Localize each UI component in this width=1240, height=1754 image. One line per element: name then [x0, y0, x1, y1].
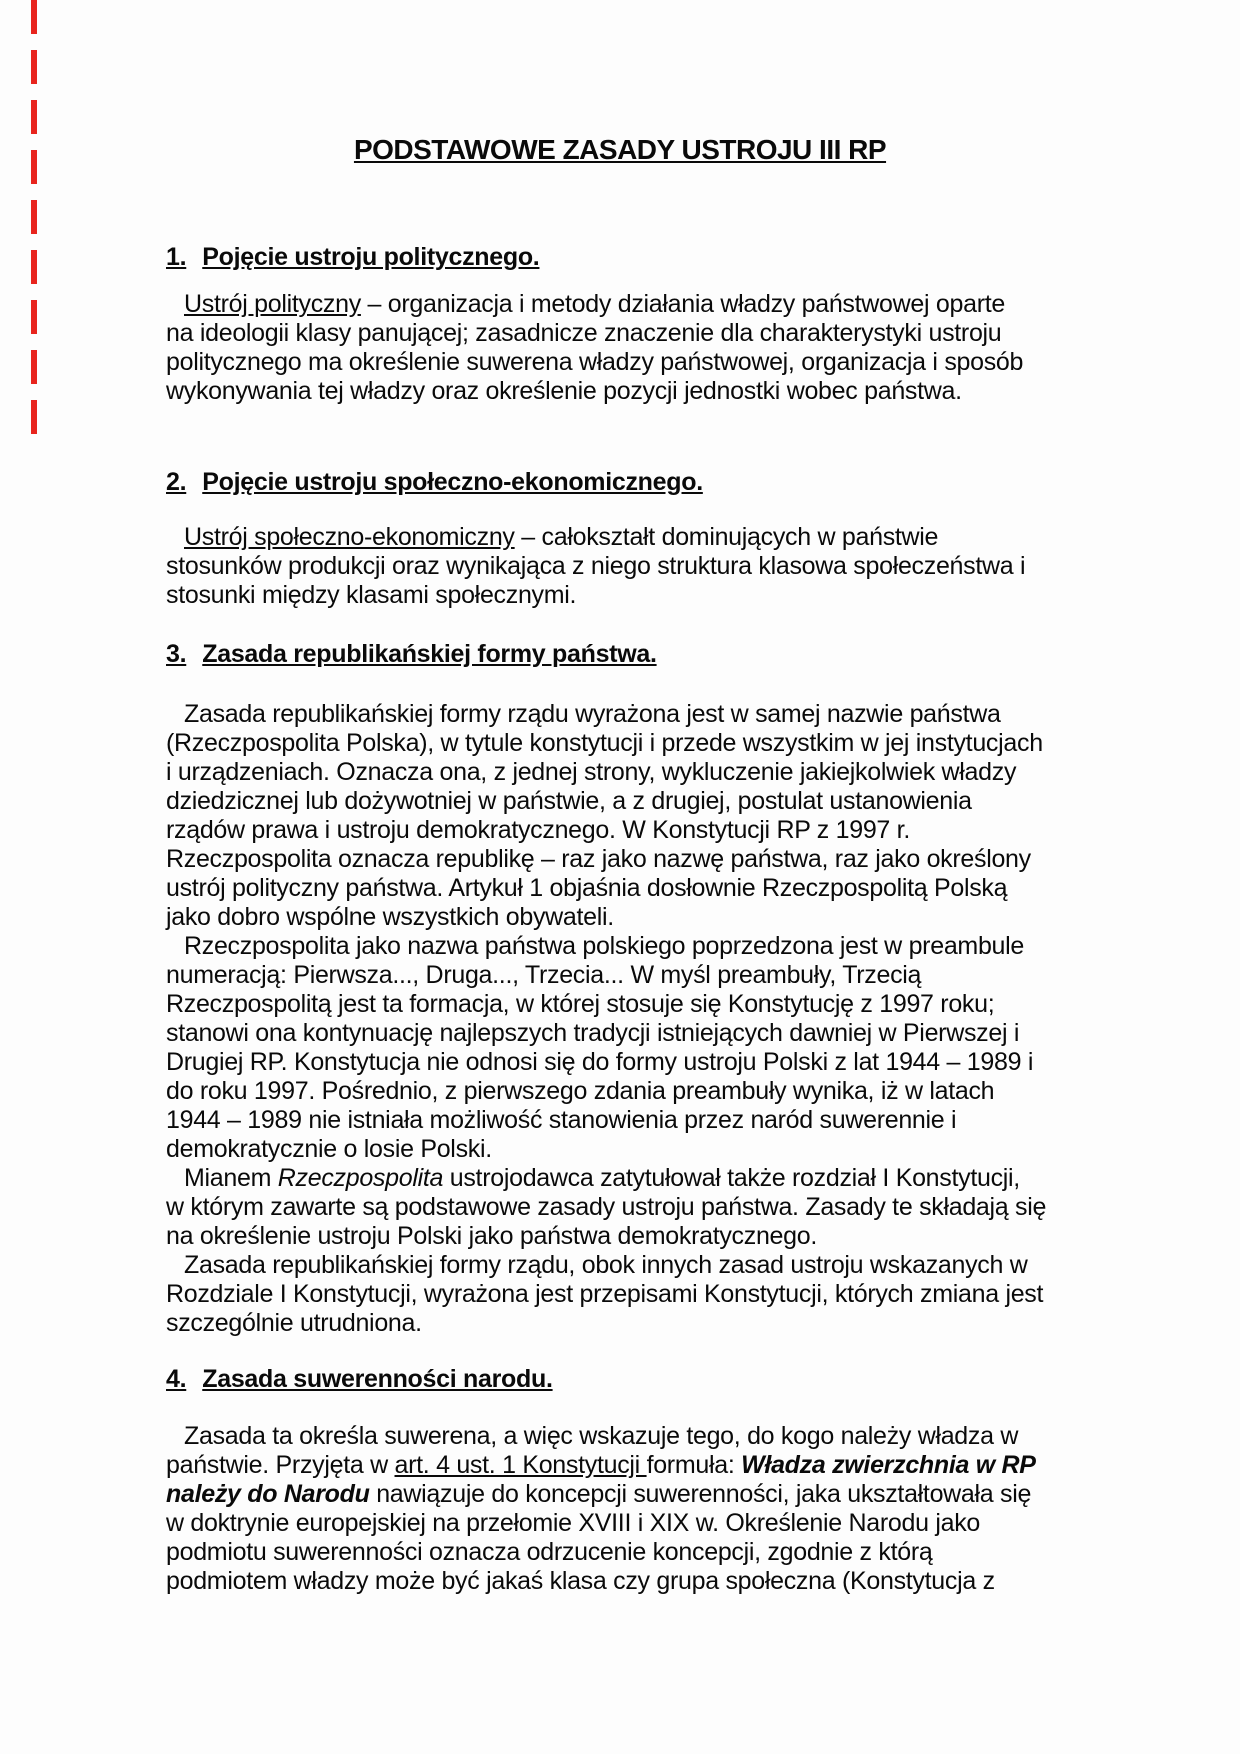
text-run: formuła: — [646, 1451, 742, 1479]
text-run-underline: Ustrój społeczno-ekonomiczny — [184, 523, 515, 551]
text-run: w którym zawarte są podstawowe zasady ustroju państwa. Zasady te składają się — [166, 1193, 1047, 1221]
text-line — [166, 1135, 1076, 1164]
text-run: podmiotu suwerenności oznacza odrzucenie koncepcji, zgodnie z którą — [166, 1538, 933, 1566]
section-title: Zasada republikańskiej formy państwa. — [202, 640, 657, 668]
text-run-bold-italic: Władza zwierzchnia w RP — [741, 1451, 1036, 1479]
section-title: Pojęcie ustroju politycznego. — [202, 243, 540, 271]
text-line — [166, 1422, 1076, 1451]
text-line — [166, 1509, 1076, 1538]
document-title: PODSTAWOWE ZASADY USTROJU III RP — [353, 134, 887, 165]
text-run: stosunków produkcji oraz wynikająca z niego struktura klasowa społeczeństwa i — [166, 552, 1026, 580]
paragraph — [166, 932, 1076, 1164]
text-line — [166, 729, 1076, 758]
text-run: wykonywania tej władzy oraz określenie pozycji jednostki wobec państwa. — [166, 377, 962, 405]
text-line — [166, 845, 1076, 874]
text-line — [166, 990, 1076, 1019]
section-heading — [166, 1365, 1076, 1394]
text-run: dziedzicznej lub dożywotniej w państwie, a z drugiej, postulat ustanowienia — [166, 787, 972, 815]
text-run: (Rzeczpospolita Polska), w tytule konstytucji i przede wszystkim w jej instytucjach — [166, 729, 1043, 757]
text-run-bold-italic: należy do Narodu — [166, 1480, 370, 1508]
section-heading — [166, 468, 1076, 497]
section-heading — [166, 243, 1076, 272]
text-line — [166, 1048, 1076, 1077]
text-run: ustrojodawca zatytułował także rozdział I Konstytucji, — [443, 1164, 1020, 1192]
text-run: politycznego ma określenie suwerena władzy państwowej, organizacja i sposób — [166, 348, 1024, 376]
section-heading — [166, 640, 1076, 669]
text-line — [166, 874, 1076, 903]
text-line — [166, 552, 1076, 581]
text-run: Rzeczpospolita oznacza republikę – raz jako nazwę państwa, raz jako określony — [166, 845, 1031, 873]
text-run: Rzeczpospolita jako nazwa państwa polskiego poprzedzona jest w preambule — [184, 932, 1025, 960]
text-run: Zasada republikańskiej formy rządu, obok innych zasad ustroju wskazanych w — [184, 1251, 1028, 1279]
text-line — [166, 1309, 1076, 1338]
text-run: podmiotem władzy może być jakaś klasa czy grupa społeczna (Konstytucja z — [166, 1567, 995, 1595]
text-line — [166, 1538, 1076, 1567]
text-run: 1944 – 1989 nie istniała możliwość stanowienia przez naród suwerennie i — [166, 1106, 957, 1134]
text-run: Zasada ta określa suwerena, a więc wskazuje tego, do kogo należy władza w — [184, 1422, 1019, 1450]
document-body — [166, 243, 1076, 1596]
text-line — [166, 1077, 1076, 1106]
text-run: do roku 1997. Pośrednio, z pierwszego zdania preambuły wynika, iż w latach — [166, 1077, 995, 1105]
section-number: 4. — [166, 1365, 187, 1393]
text-run: Zasada republikańskiej formy rządu wyrażona jest w samej nazwie państwa — [184, 700, 1001, 728]
section-title: Pojęcie ustroju społeczno-ekonomicznego. — [202, 468, 703, 496]
text-line — [166, 903, 1076, 932]
text-run: rządów prawa i ustroju demokratycznego. W Konstytucji RP z 1997 r. — [166, 816, 910, 844]
paragraph — [166, 1251, 1076, 1338]
text-run-underline: art. 4 ust. 1 Konstytucji — [394, 1451, 647, 1479]
text-line — [166, 377, 1076, 406]
text-run: na określenie ustroju Polski jako państwa demokratycznego. — [166, 1222, 818, 1250]
section-number: 2. — [166, 468, 187, 496]
text-run: demokratycznie o losie Polski. — [166, 1135, 492, 1163]
text-run: – całokształt dominujących w państwie — [514, 523, 939, 551]
text-line — [166, 758, 1076, 787]
text-line — [166, 1280, 1076, 1309]
section-number: 3. — [166, 640, 187, 668]
text-line — [166, 816, 1076, 845]
paragraph — [166, 1164, 1076, 1251]
section-number: 1. — [166, 243, 187, 271]
text-run: stanowi ona kontynuację najlepszych tradycji istniejących dawniej w Pierwszej i — [166, 1019, 1020, 1047]
paragraph — [166, 523, 1076, 610]
text-line — [166, 700, 1076, 729]
text-run: państwie. Przyjęta w — [166, 1451, 395, 1479]
text-line — [166, 319, 1076, 348]
text-line — [166, 348, 1076, 377]
paragraph — [166, 290, 1076, 406]
text-run: ustrój polityczny państwa. Artykuł 1 objaśnia dosłownie Rzeczpospolitą Polską — [166, 874, 1008, 902]
text-line — [166, 787, 1076, 816]
text-run: numeracją: Pierwsza..., Druga..., Trzecia... W myśl preambuły, Trzecią — [166, 961, 922, 989]
text-line — [166, 523, 1076, 552]
text-line — [166, 1480, 1076, 1509]
text-run: – organizacja i metody działania władzy państwowej oparte — [360, 290, 1005, 318]
text-line — [166, 1451, 1076, 1480]
text-run-italic: Rzeczpospolita — [277, 1164, 444, 1192]
text-run: szczególnie utrudniona. — [166, 1309, 422, 1337]
text-line — [166, 1106, 1076, 1135]
text-run: jako dobro wspólne wszystkich obywateli. — [166, 903, 614, 931]
text-line — [166, 1164, 1076, 1193]
text-run: w doktrynie europejskiej na przełomie XVIII i XIX w. Określenie Narodu jako — [166, 1509, 980, 1537]
paragraph — [166, 700, 1076, 932]
text-run-underline: Ustrój polityczny — [184, 290, 361, 318]
text-line — [166, 1193, 1076, 1222]
text-run: stosunki między klasami społecznymi. — [166, 581, 577, 609]
text-line — [166, 1251, 1076, 1280]
text-line — [166, 1019, 1076, 1048]
text-line — [166, 290, 1076, 319]
text-run: Mianem — [184, 1164, 278, 1192]
text-line — [166, 581, 1076, 610]
text-run: nawiązuje do koncepcji suwerenności, jaka ukształtowała się — [369, 1480, 1032, 1508]
text-line — [166, 1222, 1076, 1251]
text-run: Rzeczpospolitą jest ta formacja, w której stosuje się Konstytucję z 1997 roku; — [166, 990, 995, 1018]
text-run: i urządzeniach. Oznacza ona, z jednej strony, wykluczenie jakiejkolwiek władzy — [166, 758, 1017, 786]
paragraph — [166, 1422, 1076, 1596]
text-line — [166, 932, 1076, 961]
text-run: Drugiej RP. Konstytucja nie odnosi się do formy ustroju Polski z lat 1944 – 1989 i — [166, 1048, 1034, 1076]
section-title: Zasada suwerenności narodu. — [202, 1365, 553, 1393]
text-run: na ideologii klasy panującej; zasadnicze znaczenie dla charakterystyki ustroju — [166, 319, 1002, 347]
text-line — [166, 1567, 1076, 1596]
red-edge-watermark-marks — [31, 0, 37, 448]
text-run: Rozdziale I Konstytucji, wyrażona jest przepisami Konstytucji, których zmiana jest — [166, 1280, 1044, 1308]
text-line — [166, 961, 1076, 990]
